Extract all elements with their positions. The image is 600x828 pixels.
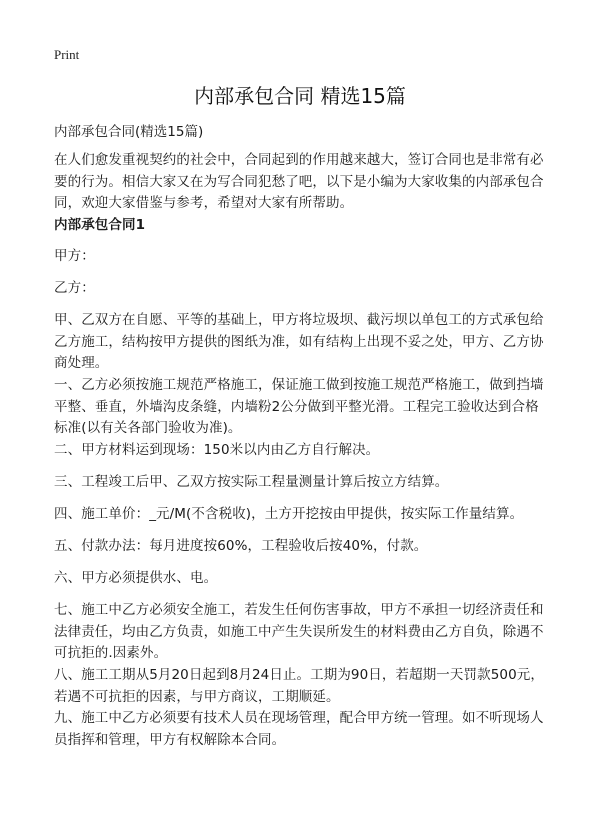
clause-8: 八、施工工期从5月20日起到8月24日止。工期为90日，若超期一天罚款500元，若遇不可抗拒的因素，与甲方商议，工期顺延。 — [54, 667, 544, 705]
document-title: 内部承包合同 精选15篇 — [194, 84, 406, 108]
clause-4: 四、施工单价：_元/M(不含税收)，土方开挖按由甲提供，按实际工作量结算。 — [54, 506, 524, 522]
clause-3: 三、工程竣工后甲、乙双方按实际工程量测量计算后按立方结算。 — [54, 474, 449, 490]
clause-7: 七、施工中乙方必须安全施工，若发生任何伤害事故，甲方不承担一切经济责任和法律责任，均由乙方负责，如施工中产生失误所发生的材料费由乙方自负，除遇不可抗拒的.因素外。 — [54, 602, 544, 661]
party-a-label: 甲方： — [54, 248, 95, 264]
intro-paragraph: 在人们愈发重视契约的社会中，合同起到的作用越来越大，签订合同也是非常有必要的行为。相信大家又在为写合同犯愁了吧，以下是小编为大家收集的内部承包合同，欢迎大家借鉴与参考，希望对大家有所帮助。 — [54, 152, 544, 211]
section-heading: 内部承包合同1 — [54, 217, 146, 233]
clause-5: 五、付款办法：每月进度按60%，工程验收后按40%，付款。 — [54, 538, 428, 554]
clause-1: 一、乙方必须按施工规范严格施工，保证施工做到按施工规范严格施工，做到挡墙平整、垂直，外墙沟皮条缝，内墙粉2公分做到平整光滑。工程完工验收达到合格标准(以有关各部门验收为准)。 — [54, 377, 544, 436]
print-link[interactable]: Print — [54, 47, 80, 62]
clause-6: 六、甲方必须提供水、电。 — [54, 570, 218, 586]
clause-9: 九、施工中乙方必须要有技术人员在现场管理，配合甲方统一管理。如不听现场人员指挥和管理，甲方有权解除本合同。 — [54, 710, 544, 748]
party-b-label: 乙方： — [54, 280, 95, 296]
document-subtitle: 内部承包合同(精选15篇) — [54, 124, 204, 140]
clause-2: 二、甲方材料运到现场：150米以内由乙方自行解决。 — [54, 442, 380, 458]
preamble-paragraph: 甲、乙双方在自愿、平等的基础上，甲方将垃圾坝、截污坝以单包工的方式承包给乙方施工，结构按甲方提供的图纸为准，如有结构上出现不妥之处，甲方、乙方协商处理。 — [54, 312, 544, 371]
